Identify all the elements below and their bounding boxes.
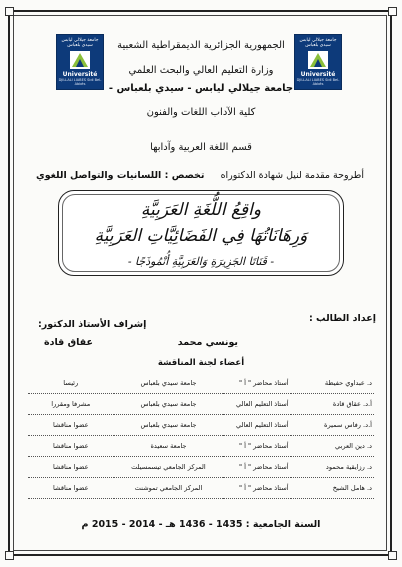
committee-heading: أعضاء لجنة المناقشة bbox=[157, 358, 245, 368]
member-name: د. عبداوي حفيظة bbox=[291, 373, 374, 394]
member-role: مشرفا ومقررا bbox=[28, 394, 114, 415]
member-grade: أستاذ التعليم العالي bbox=[223, 394, 290, 415]
corner-ornament bbox=[388, 551, 397, 560]
table-row bbox=[28, 436, 374, 457]
supervisor-label: إشراف الأستاذ الدكتور: bbox=[38, 319, 147, 330]
corner-ornament bbox=[5, 551, 14, 560]
faculty-name: كلية الآداب اللغات والفنون bbox=[146, 107, 256, 118]
student-label: إعداد الطالب : bbox=[308, 313, 376, 324]
title-line-1: واقِعُ اللُّغَةِ العَرَبِيَّةِ bbox=[140, 200, 262, 220]
member-institution: جامعة سيدي بلعباس bbox=[114, 415, 224, 436]
committee-table bbox=[28, 373, 374, 499]
member-institution: جامعة سعيدة bbox=[114, 436, 224, 457]
table-row bbox=[28, 457, 374, 478]
title-line-2: وَرِهَانَاتُهَا فِي الفَضَائِيَّاتِ العَرَبِيَّةِ bbox=[94, 226, 308, 246]
member-grade: أستاذ محاضر " أ " bbox=[223, 457, 290, 478]
member-institution: جامعة سيدي بلعباس bbox=[114, 394, 224, 415]
logo-arabic-text: جامعة جيلالي ليابس سيدي بلعباس bbox=[299, 38, 337, 48]
university-name: جامعة جيلالي ليابس - سيدي بلعباس - bbox=[108, 83, 294, 94]
table-row bbox=[28, 415, 374, 436]
member-name: د. هامل الشيخ bbox=[291, 478, 374, 499]
thesis-type: أطروحة مقدمة لنيل شهادة الدكتوراه bbox=[220, 170, 364, 181]
department-name: قسم اللغة العربية وآدابها bbox=[150, 142, 252, 153]
logo-subtitle: DJILLALI LIABES Sidi Bel-Abbès bbox=[58, 78, 102, 86]
member-name: د. رزايقية محمود bbox=[291, 457, 374, 478]
logo-title: Université bbox=[300, 71, 336, 78]
thesis-specialty: تخصص : اللسانيات والتواصل اللغوي bbox=[36, 170, 205, 181]
member-role: عضوا مناقشا bbox=[28, 415, 114, 436]
ministry-name: وزارة التعليم العالي والبحث العلمي bbox=[128, 65, 274, 76]
member-grade: أستاذ محاضر " أ " bbox=[223, 436, 290, 457]
logo-subtitle: DJILLALI LIABES Sidi Bel-Abbès bbox=[296, 78, 340, 86]
supervisor-name: عقاق قادة bbox=[44, 337, 93, 348]
member-role: رئيسا bbox=[28, 373, 114, 394]
member-grade: أستاذ محاضر " أ " bbox=[223, 373, 290, 394]
student-name: يونسي محمد bbox=[177, 337, 238, 348]
corner-ornament bbox=[5, 7, 14, 16]
member-role: عضوا مناقشا bbox=[28, 457, 114, 478]
logo-arabic-text: جامعة جيلالي ليابس سيدي بلعباس bbox=[61, 38, 99, 48]
academic-year: السنة الجامعية : 1435 - 1436 هـ - 2014 - 2015 م bbox=[81, 519, 321, 530]
member-grade: أستاذ التعليم العالي bbox=[223, 415, 290, 436]
corner-ornament bbox=[388, 7, 397, 16]
member-institution: جامعة سيدي بلعباس bbox=[114, 373, 224, 394]
member-name: أ.د. رفاس سميرة bbox=[291, 415, 374, 436]
republic-name: الجمهورية الجزائرية الديمقراطية الشعبية bbox=[117, 40, 285, 51]
member-name: أ.د. عقاق قادة bbox=[291, 394, 374, 415]
title-line-3: - قَنَاتَا الجَزِيرَةِ وَالعَرَبِيَّةِ أُنْمُوذَجًا - bbox=[127, 255, 275, 268]
member-role: عضوا مناقشا bbox=[28, 436, 114, 457]
member-role: عضوا مناقشا bbox=[28, 478, 114, 499]
member-name: د. دين العربي bbox=[291, 436, 374, 457]
table-row bbox=[28, 373, 374, 394]
table-row bbox=[28, 478, 374, 499]
logo-title: Université bbox=[62, 71, 98, 78]
member-institution: المركز الجامعي تموشنت bbox=[114, 478, 224, 499]
member-institution: المركز الجامعي تيسمسيلت bbox=[114, 457, 224, 478]
member-grade: أستاذ محاضر " أ " bbox=[223, 478, 290, 499]
table-row bbox=[28, 394, 374, 415]
